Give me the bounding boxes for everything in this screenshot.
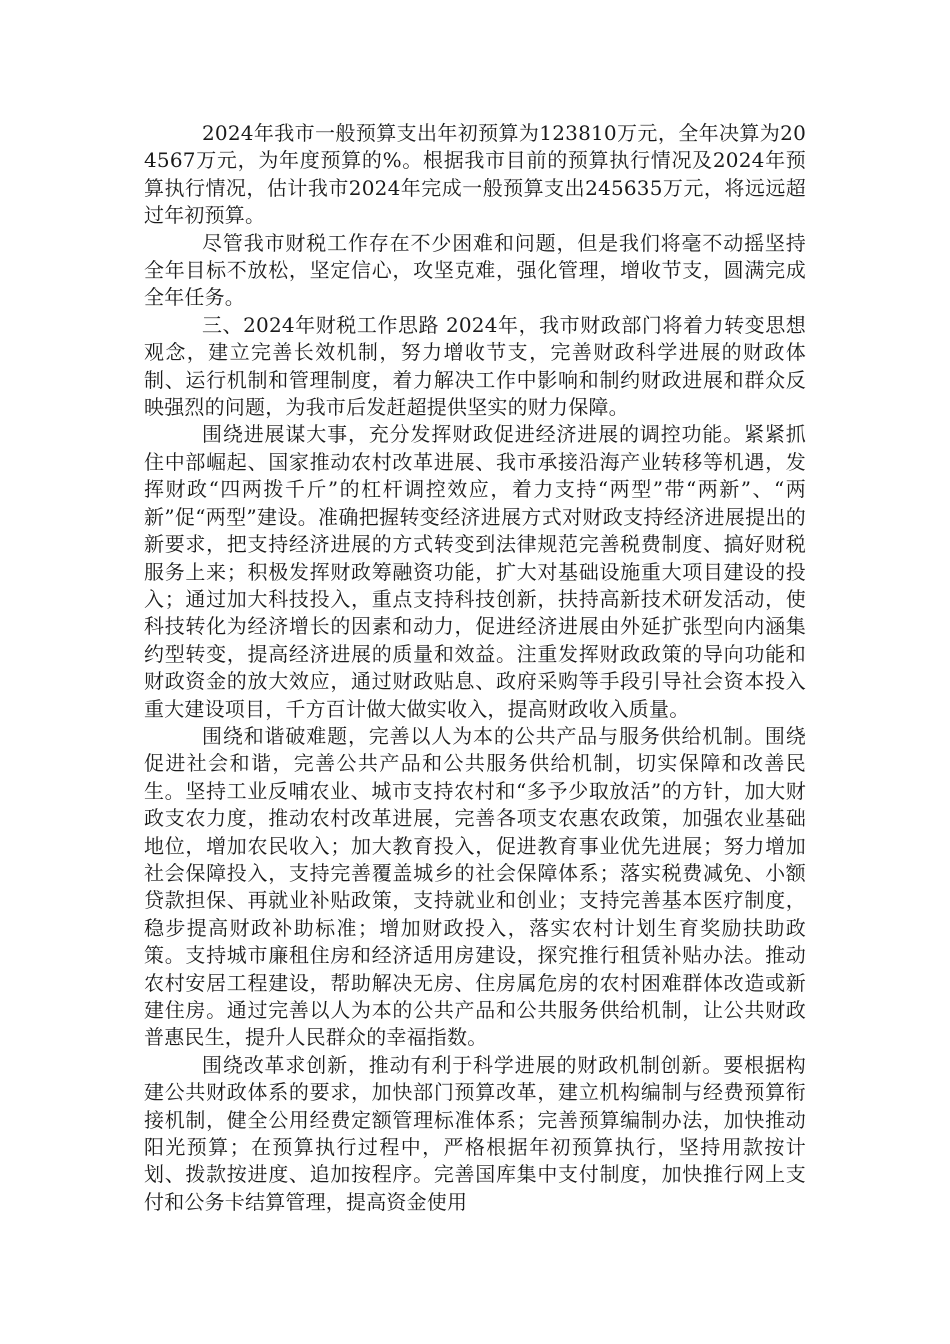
paragraph-reform-innovation: 围绕改革求创新，推动有利于科学进展的财政机制创新。要根据构建公共财政体系的要求，加快部门预算改革，建立机构编制与经费预算衔接机制，健全公用经费定额管理标准体系；完善预算编制办法，加快推动阳光预算；在预算执行过程中，严格根据年初预算执行，坚持用款按计划、拨款按进度、追加按程序。完善国库集中支付制度，加快推行网上支付和公务卡结算管理，提高资金使用	[144, 1052, 806, 1214]
paragraph-economic-development: 围绕进展谋大事，充分发挥财政促进经济进展的调控功能。紧紧抓住中部崛起、国家推动农村改革进展、我市承接沿海产业转移等机遇，发挥财政“四两拨千斤”的杠杆调控效应，着力支持“两型”带“两新”、“两新”促“两型”建设。准确把握转变经济进展方式对财政支持经济进展提出的新要求，把支持经济进展的方式转变到法律规范完善税费制度、搞好财税服务上来；积极发挥财政筹融资功能，扩大对基础设施重大项目建设的投入；通过加大科技投入，重点支持科技创新，扶持高新技术研发活动，使科技转化为经济增长的因素和动力，促进经济进展由外延扩张型向内涵集约型转变，提高经济进展的质量和效益。注重发挥财政政策的导向功能和财政资金的放大效应，通过财政贴息、政府采购等手段引导社会资本投入重大建设项目，千方百计做大做实收入，提高财政收入质量。	[144, 422, 806, 721]
paragraph-commitment: 尽管我市财税工作存在不少困难和问题，但是我们将毫不动摇坚持全年目标不放松，坚定信心，攻坚克难，强化管理，增收节支，圆满完成全年任务。	[144, 230, 806, 310]
paragraph-budget-summary: 2024年我市一般预算支出年初预算为123810万元，全年决算为204567万元，为年度预算的%。根据我市目前的预算执行情况及2024年预算执行情况，估计我市2024年完成一般预算支出245635万元，将远远超过年初预算。	[144, 121, 806, 228]
document-page	[144, 120, 806, 1216]
paragraph-public-services: 围绕和谐破难题，完善以人为本的公共产品与服务供给机制。围绕促进社会和谐，完善公共产品和公共服务供给机制，切实保障和改善民生。坚持工业反哺农业、城市支持农村和“多予少取放活”的方针，加大财政支农力度，推动农村改革进展，完善各项支农惠农政策，加强农业基础地位，增加农民收入；加大教育投入，促进教育事业优先进展；努力增加社会保障投入，支持完善覆盖城乡的社会保障体系；落实税费减免、小额贷款担保、再就业补贴政策，支持就业和创业；支持完善基本医疗制度，稳步提高财政补助标准；增加财政投入，落实农村计划生育奖励扶助政策。支持城市廉租住房和经济适用房建设，探究推行租赁补贴办法。推动农村安居工程建设，帮助解决无房、住房属危房的农村困难群体改造或新建住房。通过完善以人为本的公共产品和公共服务供给机制，让公共财政普惠民生，提升人民群众的幸福指数。	[144, 723, 806, 1050]
paragraph-work-ideas: 三、2024年财税工作思路 2024年，我市财政部门将着力转变思想观念，建立完善长效机制，努力增收节支，完善财政科学进展的财政体制、运行机制和管理制度，着力解决工作中影响和制约财政进展和群众反映强烈的问题，为我市后发赶超提供坚实的财力保障。	[144, 312, 806, 420]
